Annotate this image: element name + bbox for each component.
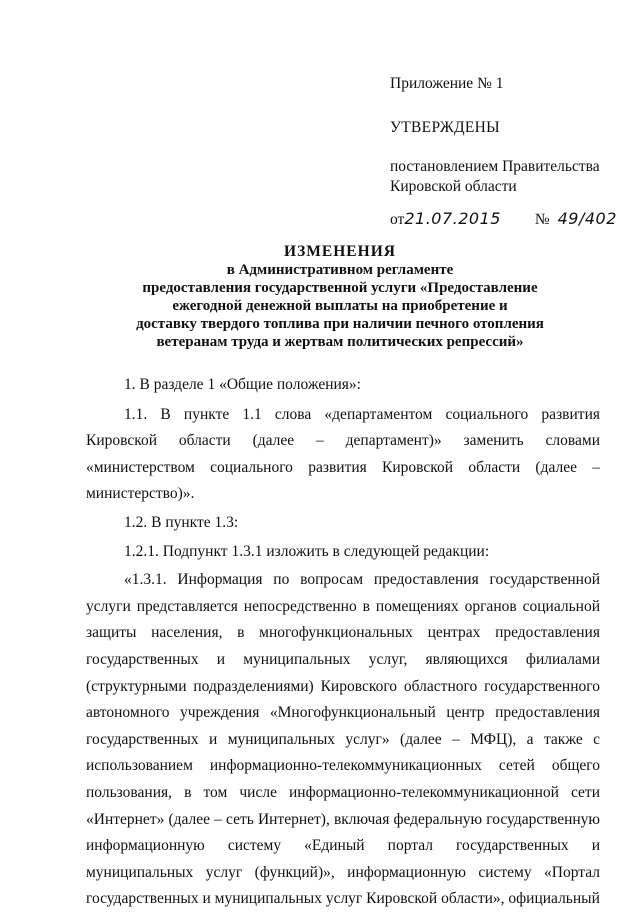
- decree-date-number: [390, 209, 620, 230]
- paragraph-1-1: 1.1. В пункте 1.1 слова «департаментом социального развития Кировской области (далее – департамент)» заменить словами «министерством социального развития Кировской области (далее – министерство)».: [86, 405, 600, 503]
- title-line: в Административном регламенте: [226, 262, 454, 278]
- decree-number: 49/402: [557, 209, 617, 228]
- number-sign: №: [534, 211, 550, 228]
- paragraph-1-2: 1.2. В пункте 1.3:: [124, 513, 239, 531]
- paragraph-section-1: 1. В разделе 1 «Общие положения»:: [124, 376, 361, 393]
- approval-block: [390, 74, 620, 230]
- title-heading: ИЗМЕНЕНИЯ: [284, 243, 396, 260]
- decree-line-1: постановлением Правительства: [390, 158, 600, 175]
- from-prefix: от: [390, 211, 405, 228]
- appendix-label: Приложение № 1: [390, 75, 504, 92]
- decree-line-2: Кировской области: [390, 178, 517, 195]
- approved-label: УТВЕРЖДЕНЫ: [390, 119, 500, 136]
- paragraph-1-3-1: «1.3.1. Информация по вопросам предоставления государственной услуги представляется непосредственно в помещениях органов социальной защиты населения, в многофункциональных центрах предоставления государственных и муниципальных услуг, являющихся филиалами (структурными подразделениями) Кировского областного государственного автономного учреждения «Многофункциональный центр предоставления государственных и муниципальных услуг» (далее – МФЦ), а также с использованием информационно-телекоммуникационных сетей общего пользования, в том числе информационно-телекоммуникационной сети «Интернет» (далее – сеть Интернет), включая федеральную государственную информационную систему «Единый портал государственных и муниципальных услуг (функций)», информационную систему «Портал государственных и муниципальных услуг Кировской области», официальный: [86, 571, 600, 908]
- decree-date: 21.07.2015: [404, 209, 501, 228]
- title-line: ветеранам труда и жертвам политических репрессий»: [156, 334, 524, 350]
- title-line: доставку твердого топлива при наличии печного отопления: [136, 316, 544, 332]
- document-title: [80, 243, 600, 351]
- paragraph-1-2-1: 1.2.1. Подпункт 1.3.1 изложить в следующей редакции:: [124, 542, 490, 560]
- title-line: предоставления государственной услуги «Предоставление: [142, 280, 538, 296]
- document-body: [86, 372, 600, 913]
- title-line: ежегодной денежной выплаты на приобретение и: [172, 298, 508, 314]
